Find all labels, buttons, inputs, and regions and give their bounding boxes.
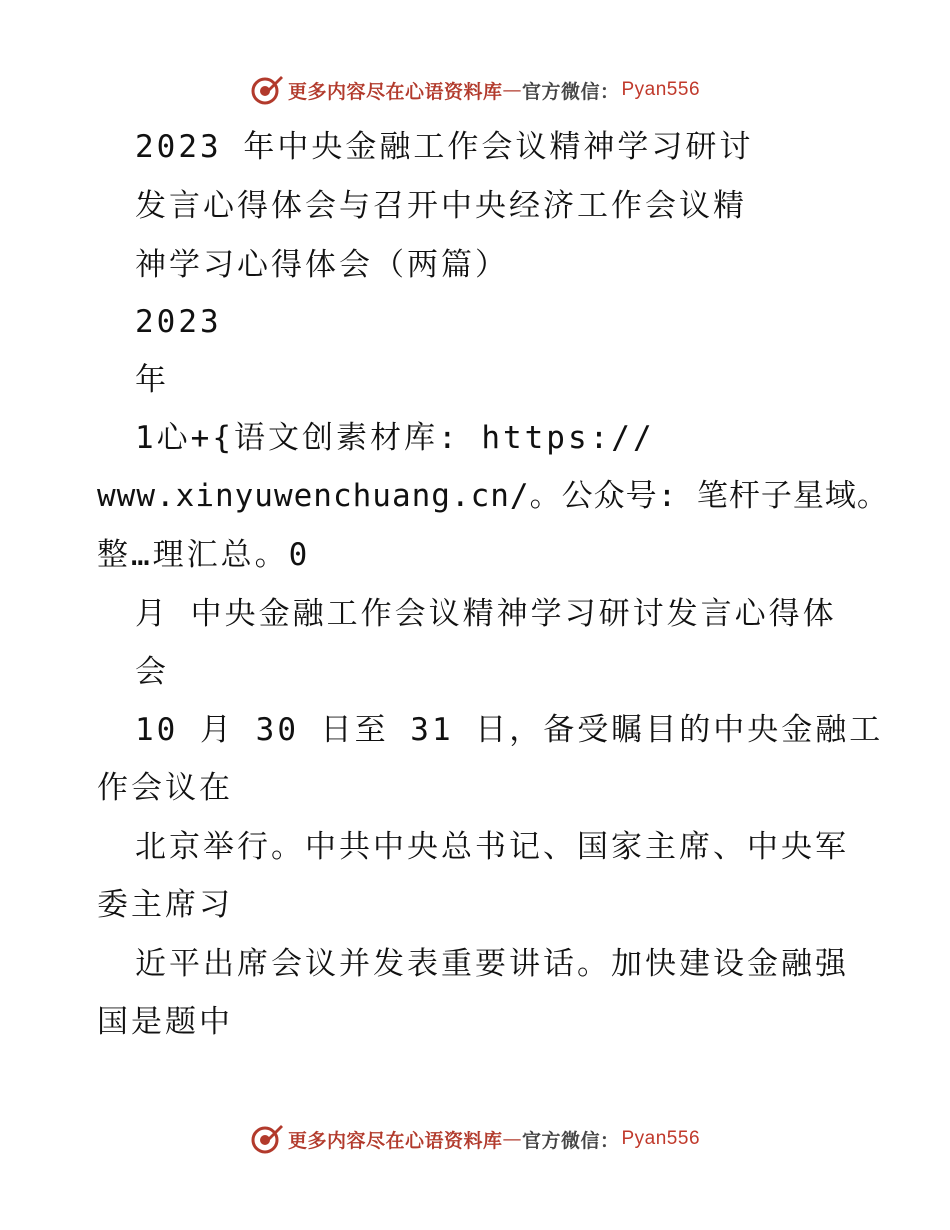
doc-line-para-3: 北京举行。中共中央总书记、国家主席、中央军 xyxy=(135,829,849,865)
doc-line-title-2: 发言心得体会与召开中央经济工作会议精 xyxy=(135,188,747,224)
doc-line-source-2: www.xinyuwenchuang.cn/。公众号: 笔杆子星域。 xyxy=(97,478,889,514)
doc-line-source-3: 整…理汇总。0 xyxy=(97,537,311,573)
header-banner-separator: — xyxy=(502,79,522,101)
header-wechat-label: 官方微信： xyxy=(521,80,620,103)
doc-line-source-1: 1心+{语文创素材库: https:// xyxy=(135,420,655,456)
doc-line-title-3: 神学习心得体会（两篇） xyxy=(135,247,509,283)
doc-line-para-6: 国是题中 xyxy=(97,1004,233,1040)
footer-wechat-label: 官方微信： xyxy=(521,1129,620,1152)
doc-line-para-2: 作会议在 xyxy=(97,770,233,806)
header-banner-text: 更多内容尽在心语资料库 xyxy=(287,80,503,103)
doc-line-heading-2: 会 xyxy=(135,654,169,690)
doc-line-para-1: 10 月 30 日至 31 日，备受瞩目的中央金融工 xyxy=(135,712,884,748)
doc-line-heading-1: 月 中央金融工作会议精神学习研讨发言心得体 xyxy=(135,596,837,632)
doc-line-title-1: 2023 年中央金融工作会议精神学习研讨 xyxy=(135,129,754,165)
footer-banner-separator: — xyxy=(502,1128,522,1150)
doc-line-year-unit: 年 xyxy=(135,362,169,398)
footer-banner xyxy=(0,1119,950,1159)
footer-banner-text: 更多内容尽在心语资料库 xyxy=(287,1129,503,1152)
doc-line-para-5: 近平出席会议并发表重要讲话。加快建设金融强 xyxy=(135,946,849,982)
doc-line-year: 2023 xyxy=(135,304,222,340)
quill-pen-logo-icon xyxy=(250,1122,284,1156)
footer-wechat-id: Pyan556 xyxy=(621,1128,701,1149)
header-wechat-id: Pyan556 xyxy=(621,79,701,100)
doc-line-para-4: 委主席习 xyxy=(97,887,233,923)
